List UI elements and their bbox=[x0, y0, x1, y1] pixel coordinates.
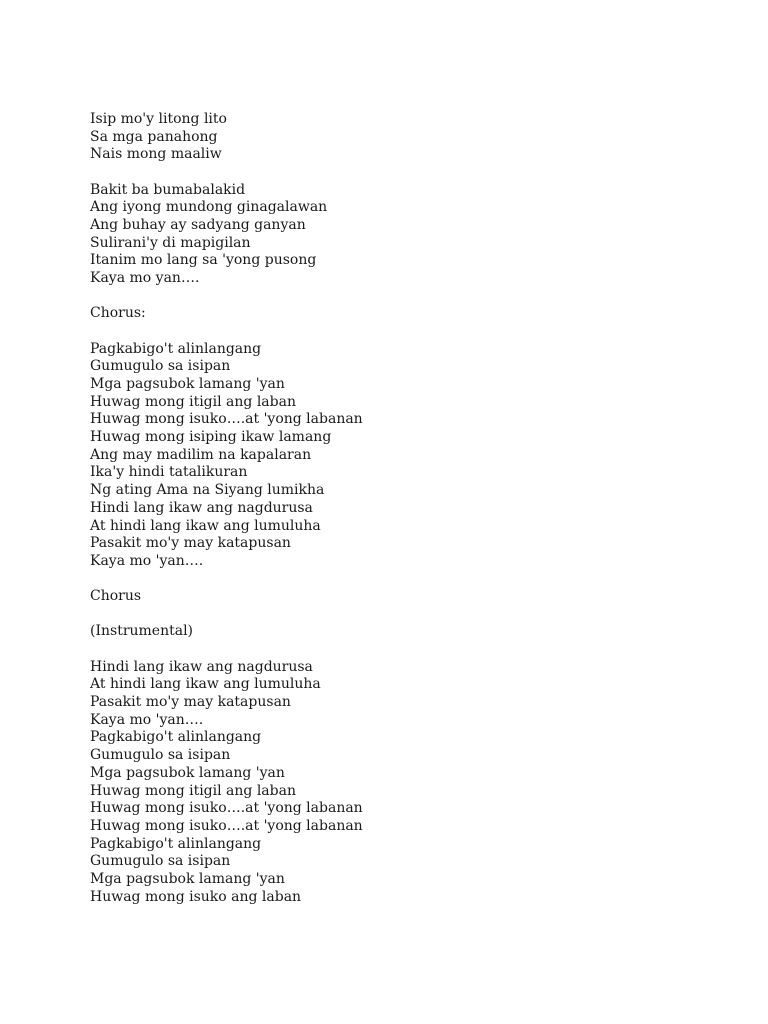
lyric-line: Mga pagsubok lamang 'yan bbox=[90, 375, 285, 392]
section-heading: Chorus bbox=[90, 588, 142, 605]
lyric-line: Sa mga panahong bbox=[90, 128, 218, 145]
lyric-line: At hindi lang ikaw ang lumuluha bbox=[90, 676, 321, 693]
lyric-line: Nais mong maaliw bbox=[90, 146, 222, 163]
lyric-line: Pagkabigo't alinlangang bbox=[90, 835, 262, 852]
lyric-line: Itanim mo lang sa 'yong pusong bbox=[90, 252, 317, 269]
lyric-line: Pasakit mo'y may katapusan bbox=[90, 693, 291, 710]
lyric-line: Ika'y hindi tatalikuran bbox=[90, 464, 248, 481]
lyric-line: Huwag mong isuko….at 'yong labanan bbox=[90, 800, 363, 817]
lyric-line: Kaya mo yan…. bbox=[90, 270, 200, 287]
section-heading: (Instrumental) bbox=[90, 623, 194, 640]
lyric-line: Isip mo'y litong lito bbox=[90, 111, 227, 127]
lyric-line: Bakit ba bumabalakid bbox=[90, 181, 246, 198]
lyric-line: Ang iyong mundong ginagalawan bbox=[90, 199, 328, 216]
lyric-line: Huwag mong isuko ang laban bbox=[90, 888, 302, 905]
lyric-line: Kaya mo 'yan…. bbox=[90, 711, 204, 728]
lyric-line: Gumugulo sa isipan bbox=[90, 358, 231, 375]
stanza-chorus bbox=[90, 341, 730, 571]
lyric-line: Huwag mong itigil ang laban bbox=[90, 393, 296, 410]
stanza-bridge-final bbox=[90, 659, 730, 907]
section-heading: Chorus: bbox=[90, 305, 146, 322]
lyric-line: Huwag mong isuko….at 'yong labanan bbox=[90, 411, 363, 428]
lyric-line: Pagkabigo't alinlangang bbox=[90, 729, 262, 746]
lyric-line: At hindi lang ikaw ang lumuluha bbox=[90, 517, 321, 534]
lyric-line: Huwag mong itigil ang laban bbox=[90, 782, 296, 799]
lyric-line: Mga pagsubok lamang 'yan bbox=[90, 871, 285, 888]
lyric-line: Gumugulo sa isipan bbox=[90, 747, 231, 764]
stanza-chorus-heading bbox=[90, 305, 730, 323]
lyric-line: Pagkabigo't alinlangang bbox=[90, 340, 262, 357]
lyric-line: Mga pagsubok lamang 'yan bbox=[90, 764, 285, 781]
stanza-instrumental bbox=[90, 623, 730, 641]
lyric-line: Hindi lang ikaw ang nagdurusa bbox=[90, 658, 313, 675]
lyrics-page bbox=[90, 111, 730, 924]
lyric-line: Pasakit mo'y may katapusan bbox=[90, 535, 291, 552]
stanza-verse-1 bbox=[90, 111, 730, 164]
lyric-line: Ang may madilim na kapalaran bbox=[90, 446, 312, 463]
lyric-line: Ng ating Ama na Siyang lumikha bbox=[90, 482, 325, 499]
lyric-line: Kaya mo 'yan…. bbox=[90, 552, 204, 569]
lyric-line: Huwag mong isuko….at 'yong labanan bbox=[90, 817, 363, 834]
lyric-line: Huwag mong isiping ikaw lamang bbox=[90, 429, 332, 446]
lyric-line: Gumugulo sa isipan bbox=[90, 853, 231, 870]
stanza-chorus-marker bbox=[90, 588, 730, 606]
stanza-verse-2 bbox=[90, 182, 730, 288]
lyric-line: Sulirani'y di mapigilan bbox=[90, 234, 251, 251]
lyric-line: Hindi lang ikaw ang nagdurusa bbox=[90, 499, 313, 516]
lyric-line: Ang buhay ay sadyang ganyan bbox=[90, 217, 306, 234]
